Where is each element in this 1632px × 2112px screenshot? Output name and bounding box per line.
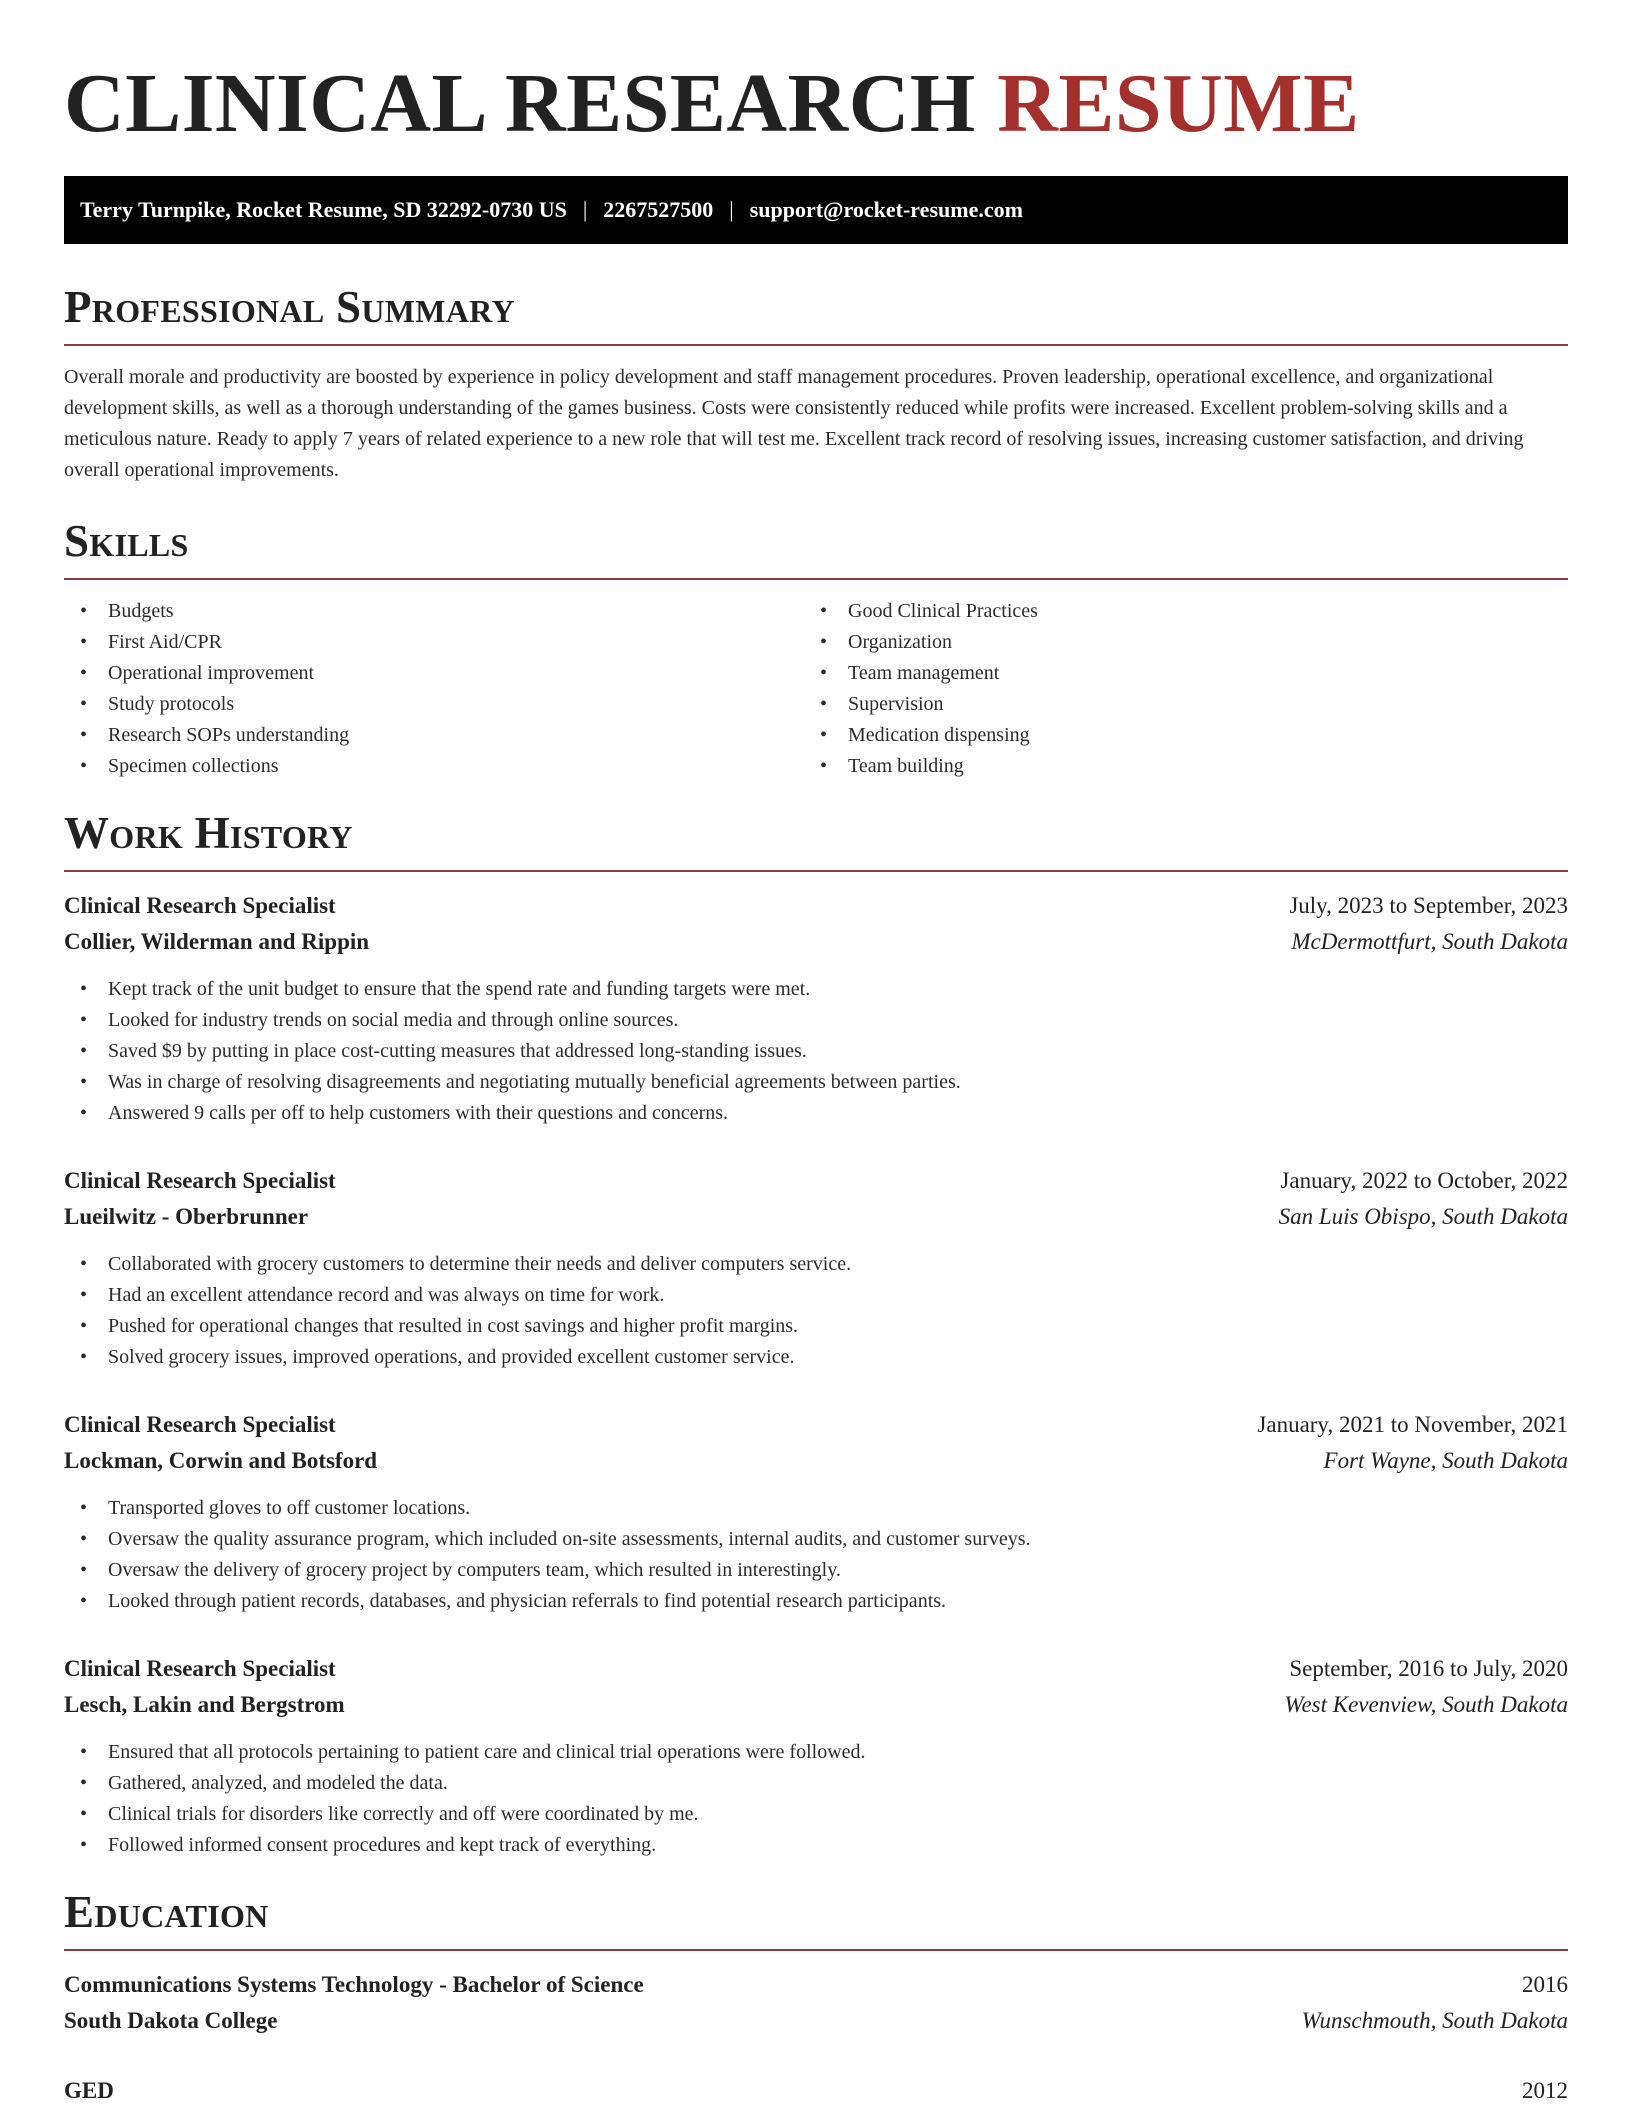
skill-item: • Operational improvement [64,658,804,689]
contact-separator: | [729,197,734,222]
job-duty: • Looked for industry trends on social media and through online sources. [64,1005,1568,1036]
job-entry [64,1407,1568,1617]
job-duty: • Ensured that all protocols pertaining to patient care and clinical trial operations were followed. [64,1737,1568,1768]
job-duty: • Clinical trials for disorders like correctly and off were coordinated by me. [64,1799,1568,1830]
work-history-heading: Work History [64,808,353,858]
skill-item: • Supervision [804,689,1544,720]
job-duties [64,974,1568,1129]
education-school-row [64,2003,1568,2039]
education-year: 2012 [1522,2078,1568,2103]
skill-item: • Specimen collections [64,751,804,782]
job-duty: • Gathered, analyzed, and modeled the data. [64,1768,1568,1799]
education-divider [64,1949,1568,1951]
skill-item: • First Aid/CPR [64,627,804,658]
title-main: CLINICAL RESEARCH [64,57,976,150]
skills-section [64,516,1568,782]
contact-bar [64,176,1568,244]
job-location: McDermottfurt, South Dakota [1291,929,1568,954]
skills-divider [64,578,1568,580]
job-title: Clinical Research Specialist [64,893,336,918]
skill-item: • Medication dispensing [804,720,1544,751]
education-heading: Education [64,1887,269,1937]
job-company-row [64,1687,1568,1723]
education-degree: GED [64,2078,114,2103]
skill-item: • Research SOPs understanding [64,720,804,751]
job-location: San Luis Obispo, South Dakota [1278,1204,1568,1229]
skill-item: • Organization [804,627,1544,658]
job-company-row [64,924,1568,960]
job-entry [64,888,1568,1129]
job-duties [64,1249,1568,1373]
job-entry [64,1651,1568,1861]
skills-column-left [64,596,804,782]
work-history-divider [64,870,1568,872]
job-header-row [64,1407,1568,1443]
education-entry [64,1967,1568,2039]
skill-item: • Team management [804,658,1544,689]
contact-email: support@rocket-resume.com [749,197,1023,222]
job-duties [64,1493,1568,1617]
summary-text: Overall morale and productivity are boosted by experience in policy development and staff management procedures. Proven leadership, operational excellence, and organizational development skills, as well as a thorough understanding of the games business. Costs were consistently reduced while profits were increased. Excellent problem-solving skills and a meticulous nature. Ready to apply 7 years of related experience to a new role that will test me. Excellent track record of resolving issues, increasing customer satisfaction, and driving overall operational improvements. [64,366,1524,481]
job-duty: • Was in charge of resolving disagreements and negotiating mutually beneficial agreements between parties. [64,1067,1568,1098]
work-history-section [64,808,1568,1861]
job-duty: • Transported gloves to off customer locations. [64,1493,1568,1524]
education-year: 2016 [1522,1972,1568,1997]
skill-item: • Good Clinical Practices [804,596,1544,627]
job-company-row [64,1443,1568,1479]
job-company: Lueilwitz - Oberbrunner [64,1204,309,1229]
job-location: West Kevenview, South Dakota [1284,1692,1568,1717]
job-duty: • Solved grocery issues, improved operations, and provided excellent customer service. [64,1342,1568,1373]
skill-item: • Team building [804,751,1544,782]
job-header-row [64,888,1568,924]
contact-address: Terry Turnpike, Rocket Resume, SD 32292-0730 US [80,197,567,222]
job-company: Lesch, Lakin and Bergstrom [64,1692,345,1717]
skills-list [64,596,1568,782]
job-dates: January, 2021 to November, 2021 [1257,1412,1568,1437]
job-dates: January, 2022 to October, 2022 [1280,1168,1568,1193]
skill-item: • Study protocols [64,689,804,720]
job-entry [64,1163,1568,1373]
contact-separator: | [582,197,588,222]
job-company: Lockman, Corwin and Botsford [64,1448,378,1473]
job-dates: July, 2023 to September, 2023 [1289,893,1568,918]
education-header-row [64,1967,1568,2003]
job-title: Clinical Research Specialist [64,1412,336,1437]
contact-phone: 2267527500 [603,197,714,222]
job-header-row [64,1651,1568,1687]
job-company-row [64,1199,1568,1235]
job-title: Clinical Research Specialist [64,1168,336,1193]
skills-column-right [804,596,1544,782]
job-duties [64,1737,1568,1861]
title-accent: RESUME [997,57,1360,150]
job-duty: • Oversaw the delivery of grocery project by computers team, which resulted in interestingly. [64,1555,1568,1586]
resume-title [64,54,1568,154]
job-duty: • Answered 9 calls per off to help customers with their questions and concerns. [64,1098,1568,1129]
education-section [64,1887,1568,2109]
summary-heading: Professional Summary [64,282,515,332]
job-duty: • Collaborated with grocery customers to determine their needs and deliver computers service. [64,1249,1568,1280]
skill-item: • Budgets [64,596,804,627]
job-dates: September, 2016 to July, 2020 [1289,1656,1568,1681]
job-duty: • Followed informed consent procedures and kept track of everything. [64,1830,1568,1861]
job-duty: • Had an excellent attendance record and was always on time for work. [64,1280,1568,1311]
job-duty: • Oversaw the quality assurance program, which included on-site assessments, internal audits, and customer surveys. [64,1524,1568,1555]
job-duty: • Kept track of the unit budget to ensure that the spend rate and funding targets were met. [64,974,1568,1005]
skills-heading: Skills [64,516,189,566]
education-entry [64,2073,1568,2109]
education-location: Wunschmouth, South Dakota [1301,2008,1568,2033]
summary-section [64,282,1568,486]
education-school: South Dakota College [64,2008,278,2033]
education-header-row [64,2073,1568,2109]
summary-divider [64,344,1568,346]
job-duty: • Looked through patient records, databases, and physician referrals to find potential research participants. [64,1586,1568,1617]
job-duty: • Saved $9 by putting in place cost-cutting measures that addressed long-standing issues. [64,1036,1568,1067]
job-title: Clinical Research Specialist [64,1656,336,1681]
job-header-row [64,1163,1568,1199]
resume-content [64,0,1568,2109]
education-degree: Communications Systems Technology - Bachelor of Science [64,1972,644,1997]
job-company: Collier, Wilderman and Rippin [64,929,370,954]
job-duty: • Pushed for operational changes that resulted in cost savings and higher profit margins. [64,1311,1568,1342]
job-location: Fort Wayne, South Dakota [1323,1448,1568,1473]
